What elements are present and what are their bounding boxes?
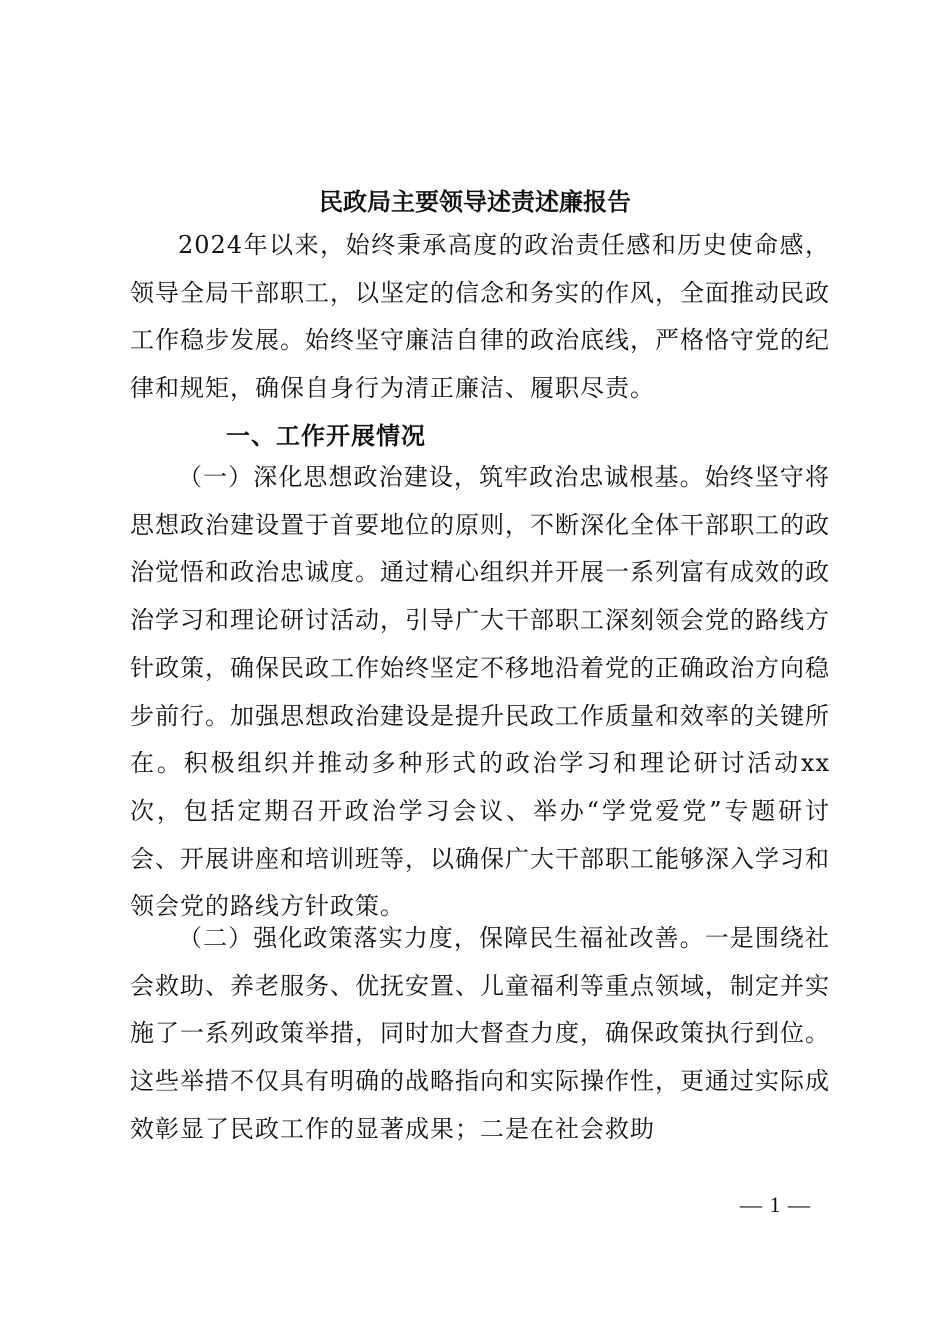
- section1-paragraph-1: [130, 454, 830, 931]
- subsection-body: 一是围绕社会救助、养老服务、优抚安置、儿童福利等重点领域，制定并实施了一系列政策举措，同时加大督查力度，确保政策执行到位。这些举措不仅具有明确的战略指向和实际操作性，更通过实际成效彰显了民政工作的显著成果；二是在社会救助: [130, 924, 831, 1143]
- intro-paragraph: 2024年以来，始终秉承高度的政治责任感和历史使命感，领导全局干部职工，以坚定的信念和务实的作风，全面推动民政工作稳步发展。始终坚守廉洁自律的政治底线，严格恪守党的纪律和规矩，确保自身行为清正廉洁、履职尽责。: [130, 231, 830, 403]
- section-heading: 一、工作开展情况: [226, 421, 426, 450]
- subsection-body: 始终坚守将思想政治建设置于首要地位的原则，不断深化全体干部职工的政治觉悟和政治忠诚度。通过精心组织并开展一系列富有成效的政治学习和理论研讨活动，引导广大干部职工深刻领会党的路线方针政策，确保民政工作始终坚定不移地沿着党的正确政治方向稳步前行。加强思想政治建设是提升民政工作质量和效率的关键所在。积极组织并推动多种形式的政治学习和理论研讨活动xx次，包括定期召开政治学习会议、举办“学党爱党”专题研讨会、开展讲座和培训班等，以确保广大干部职工能够深入学习和领会党的路线方针政策。: [130, 463, 831, 921]
- subsection-heading: （二）强化政策落实力度，保障民生福祉改善。: [178, 924, 705, 952]
- page-number: — 1 —: [740, 1192, 811, 1217]
- subsection-heading: （一）深化思想政治建设，筑牢政治忠诚根基。: [178, 463, 705, 491]
- document-title: 民政局主要领导述责述廉报告: [319, 187, 631, 216]
- section1-paragraph-2: [130, 915, 830, 1154]
